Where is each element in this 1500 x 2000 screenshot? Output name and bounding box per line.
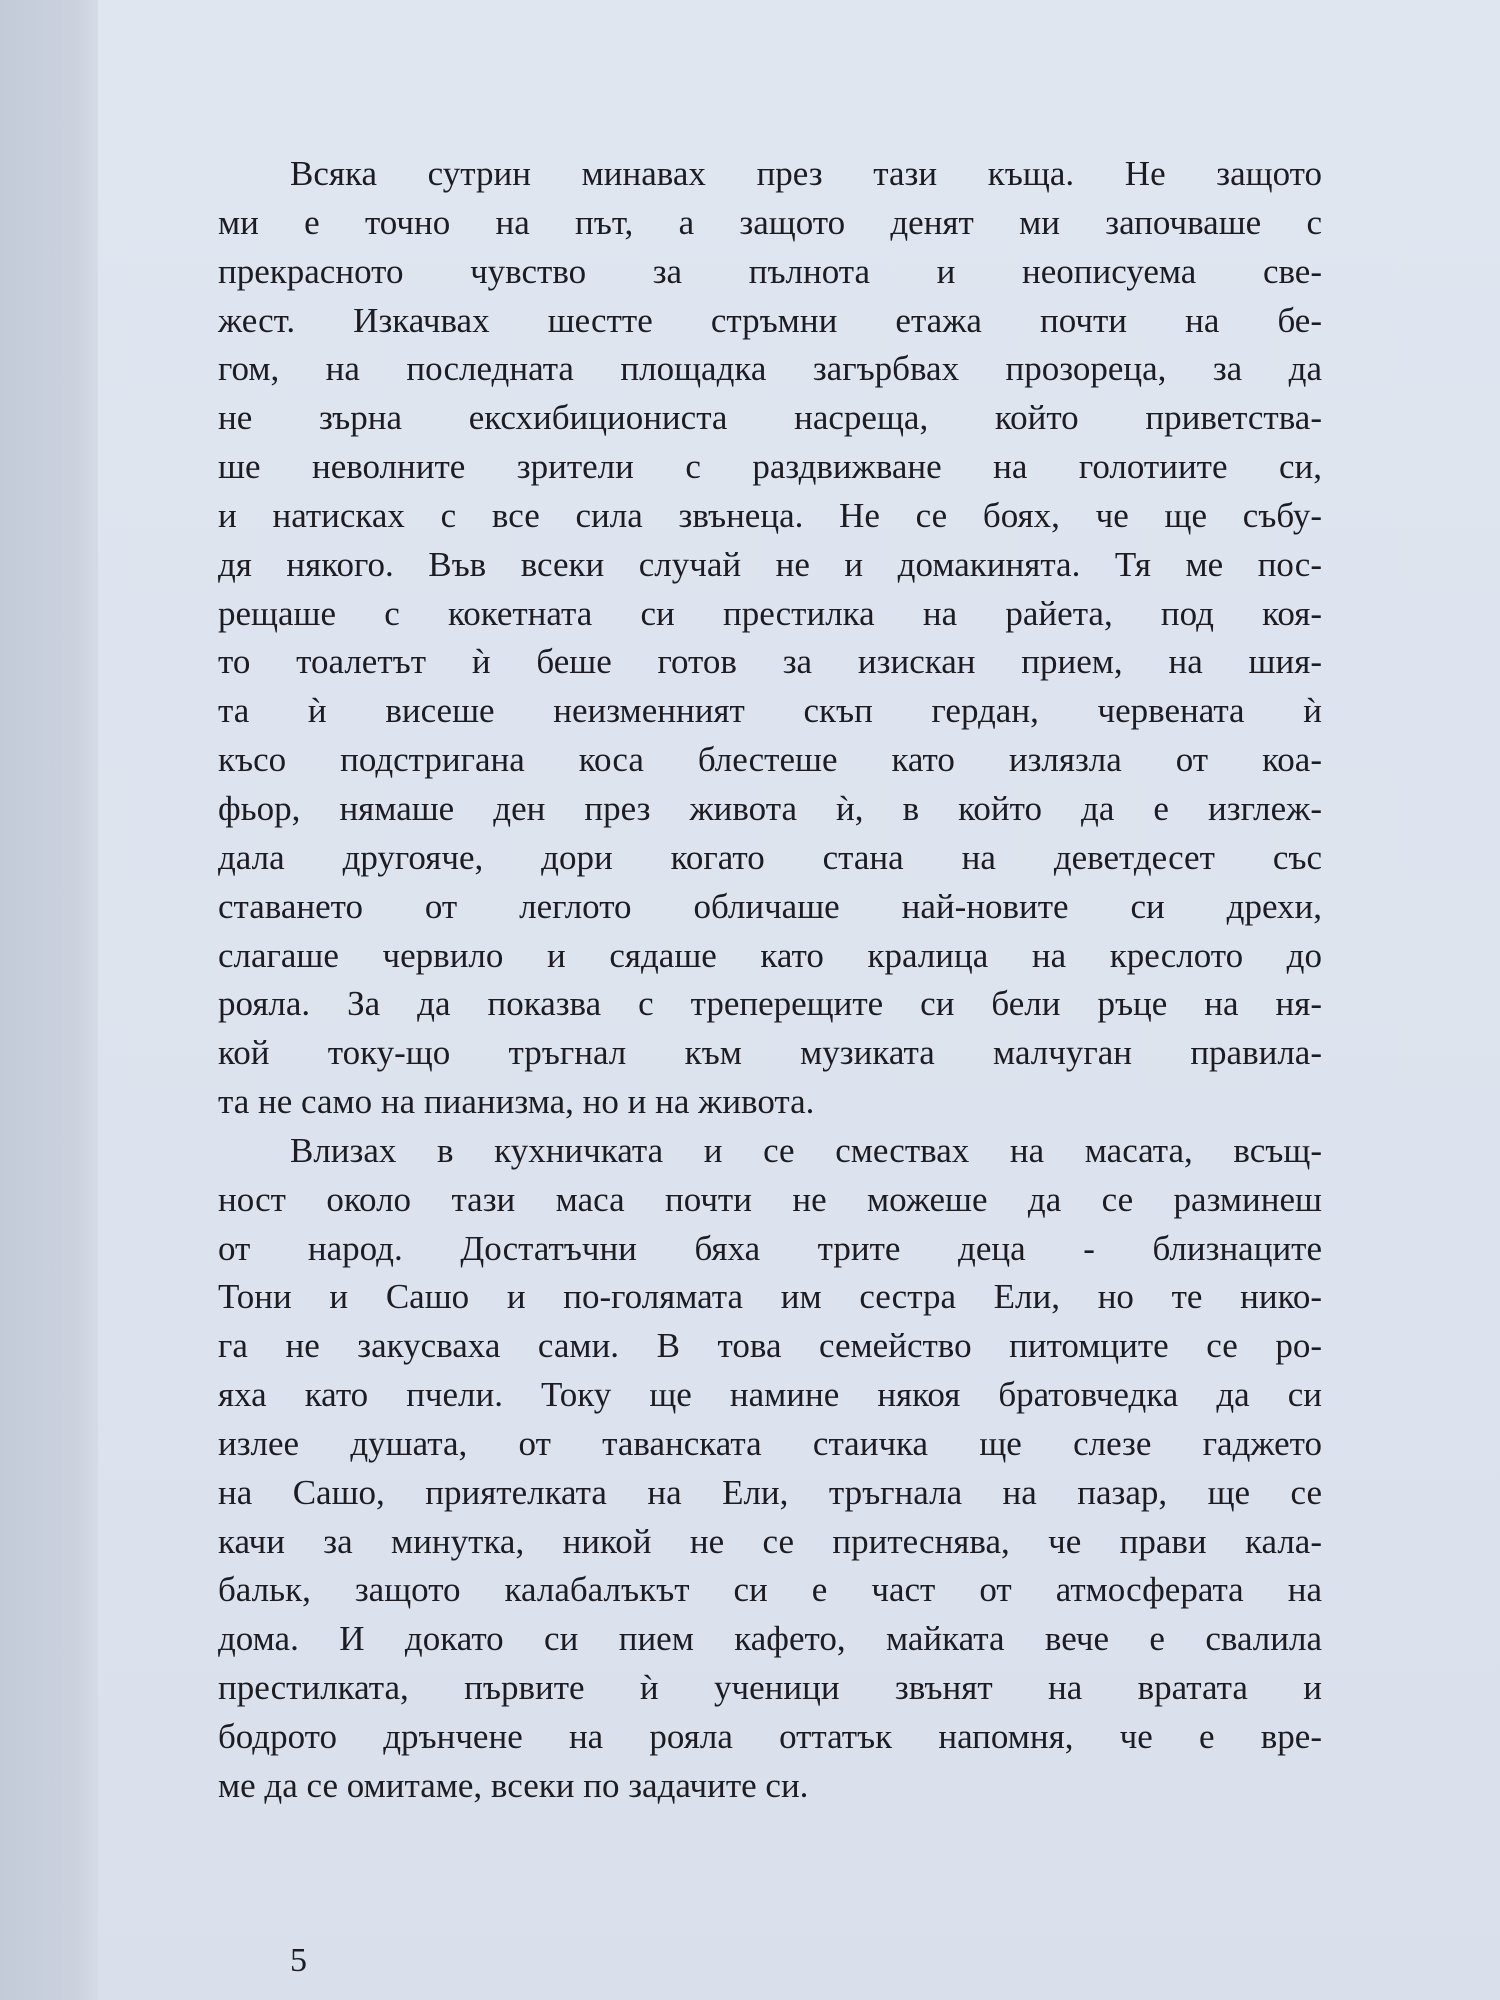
text-line: гом, на последната площадка загърбвах прозореца, за да — [218, 349, 1322, 389]
text-line: на Сашо, приятелката на Ели, тръгнала на пазар, ще се — [218, 1472, 1322, 1512]
text-line: яха като пчели. Току ще намине някоя братовчедка да си — [218, 1375, 1322, 1415]
text-line: и натисках с все сила звънеца. Не се боях, че ще събу- — [218, 495, 1322, 535]
text-line: жест. Изкачвах шестте стръмни етажа почти на бе- — [218, 300, 1322, 340]
text-line: Влизах в кухничката и се смествах на масата, всъщ- — [290, 1130, 1322, 1170]
text-line: Тони и Сашо и по-голямата им сестра Ели, но те нико- — [218, 1277, 1322, 1317]
text-line: от народ. Достатъчни бяха трите деца - близнаците — [218, 1228, 1322, 1268]
text-line: рояла. За да показва с треперещите си бели ръце на ня- — [218, 984, 1322, 1024]
text-line: га не закусваха сами. В това семейство питомците се ро- — [218, 1326, 1322, 1366]
text-line: Всяка сутрин минавах през тази къща. Не защото — [290, 154, 1322, 193]
text-line: не зърна ексхибициониста насреща, който приветства- — [218, 398, 1322, 438]
text-line: рещаше с кокетната си престилка на райета, под коя- — [218, 593, 1322, 633]
text-line: та ѝ висеше неизменният скъп гердан, червената ѝ — [218, 691, 1322, 731]
text-line: фьор, нямаше ден през живота ѝ, в който да е изглеж- — [218, 788, 1322, 828]
text-line: ност около тази маса почти не можеше да се разминеш — [218, 1179, 1322, 1219]
text-line: ставането от леглото обличаше най-новите си дрехи, — [218, 886, 1322, 926]
text-line: ме да се омитаме, всеки по задачите си. — [218, 1765, 809, 1805]
text-line: кой току-що тръгнал към музиката малчуган правила- — [218, 1033, 1322, 1073]
text-line: бодрото дрънчене на рояла оттатък напомня, че е вре- — [218, 1717, 1322, 1756]
page-number: 5 — [290, 1942, 307, 1979]
text-line: дя някого. Във всеки случай не и домакинята. Тя ме пос- — [218, 544, 1322, 584]
text-line: дала другояче, дори когато стана на деветдесет със — [218, 837, 1322, 877]
text-line: излее душата, от таванската стаичка ще слезе гаджето — [218, 1423, 1322, 1463]
text-line: слагаше червило и сядаше като кралица на креслото до — [218, 935, 1322, 975]
text-line: ше неволните зрители с раздвижване на голотиите си, — [218, 447, 1322, 487]
text-line: качи за минутка, никой не се притеснява, че прави кала- — [218, 1521, 1322, 1561]
text-line: ми е точно на път, а защото денят ми започваше с — [218, 202, 1322, 242]
body-text — [218, 150, 1322, 1811]
text-line: късо подстригана коса блестеше като излязла от коа- — [218, 740, 1322, 780]
text-line: дома. И докато си пием кафето, майката вече е свалила — [218, 1619, 1322, 1659]
text-line: престилката, първите ѝ ученици звънят на вратата и — [218, 1668, 1322, 1708]
text-line: то тоалетът ѝ беше готов за изискан прием, на шия- — [218, 642, 1322, 682]
book-spine-shadow — [0, 0, 98, 2000]
text-line: та не само на пианизма, но и на живота. — [218, 1082, 815, 1122]
text-line: прекрасното чувство за пълнота и неописуема све- — [218, 251, 1322, 291]
text-line: бальк, защото калабалъкът си е част от атмосферата на — [218, 1570, 1322, 1610]
